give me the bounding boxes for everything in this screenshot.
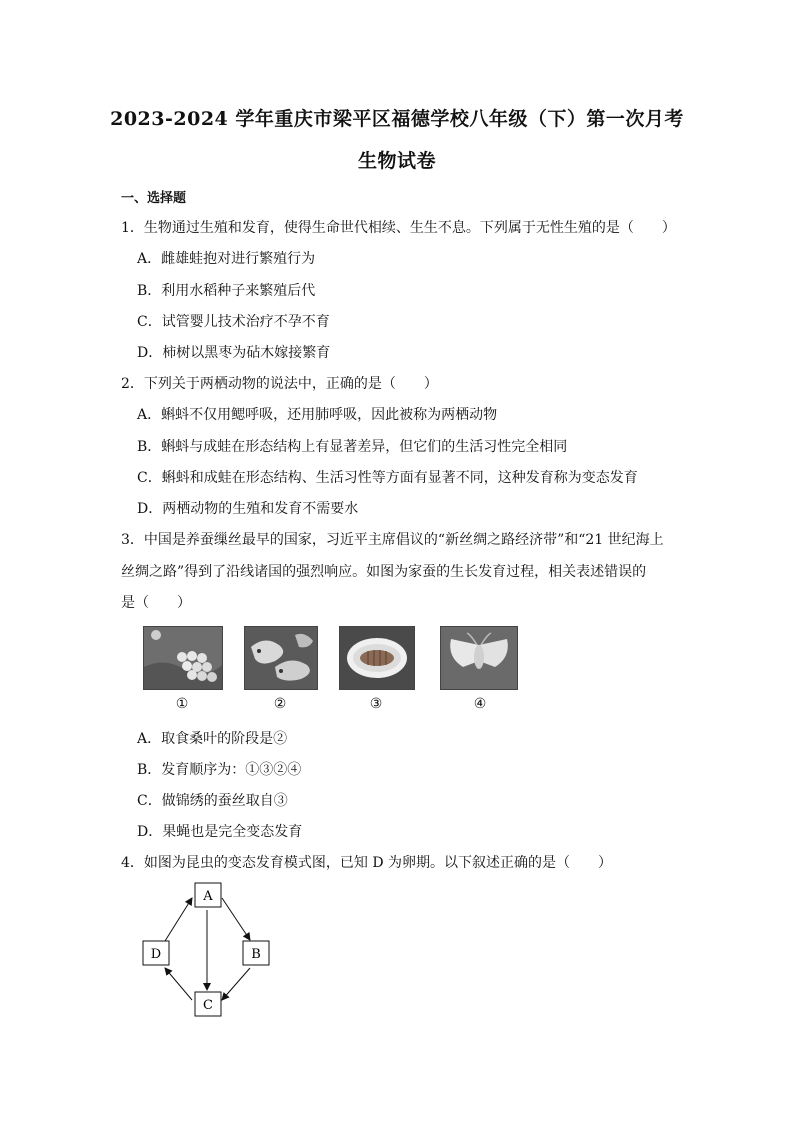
node-a xyxy=(195,883,221,907)
node-c-label: C xyxy=(203,998,213,1013)
question-2-option-b[interactable]: B．蝌蚪与成蛙在形态结构上有显著差异，但它们的生活习性完全相同 xyxy=(137,439,568,455)
question-1-stem: 1．生物通过生殖和发育，使得生命世代相续、生生不息。下列属于无性生殖的是（ ） xyxy=(121,220,676,236)
question-1-option-a[interactable]: A．雌雄蛙抱对进行繁殖行为 xyxy=(137,251,316,267)
silkworm-larva-photo xyxy=(244,626,318,690)
stage-label-4: ④ xyxy=(473,696,487,712)
question-3-option-d[interactable]: D．果蝇也是完全变态发育 xyxy=(137,824,303,840)
section-heading: 一、选择题 xyxy=(121,191,187,206)
question-3-option-a[interactable]: A．取食桑叶的阶段是② xyxy=(137,731,288,747)
node-a-label: A xyxy=(203,889,213,904)
question-4-stem: 4．如图为昆虫的变态发育模式图，已知 D 为卵期。以下叙述正确的是（ ） xyxy=(121,855,613,871)
exam-title: 2023-2024 学年重庆市梁平区福德学校八年级（下）第一次月考 xyxy=(110,108,684,130)
question-2-option-c[interactable]: C．蝌蚪和成蛙在形态结构、生活习性等方面有显著不同，这种发育称为变态发育 xyxy=(137,470,638,486)
arrow-b-to-c xyxy=(222,968,250,1000)
question-1-option-b[interactable]: B．利用水稻种子来繁殖后代 xyxy=(137,283,316,299)
question-3-option-c[interactable]: C．做锦绣的蚕丝取自③ xyxy=(137,793,288,809)
question-3-option-b[interactable]: B．发育顺序为：①③②④ xyxy=(137,762,302,778)
silkworm-moth-photo xyxy=(440,626,518,690)
arrow-a-to-b xyxy=(222,898,250,940)
exam-subtitle: 生物试卷 xyxy=(357,150,436,172)
node-c xyxy=(195,992,221,1016)
silkworm-eggs-photo xyxy=(143,626,223,690)
node-d xyxy=(143,941,169,965)
question-2-stem: 2．下列关于两栖动物的说法中，正确的是（ ） xyxy=(121,376,438,392)
arrow-c-to-d xyxy=(165,968,192,1000)
stage-label-1: ① xyxy=(175,696,189,712)
node-b-label: B xyxy=(251,947,261,962)
question-3-stem-line-1: 3．中国是养蚕缫丝最早的国家，习近平主席倡议的“新丝绸之路经济带”和“21 世纪海上 xyxy=(121,532,664,548)
node-d-label: D xyxy=(150,947,162,962)
question-2-option-a[interactable]: A．蝌蚪不仅用鳃呼吸，还用肺呼吸，因此被称为两栖动物 xyxy=(137,407,498,423)
question-2-option-d[interactable]: D．两栖动物的生殖和发育不需要水 xyxy=(137,501,359,517)
arrow-d-to-a xyxy=(165,898,192,941)
node-b xyxy=(243,941,269,965)
stage-label-2: ② xyxy=(273,696,287,712)
question-3-stem-line-2: 丝绸之路”得到了沿线诸国的强烈响应。如图为家蚕的生长发育过程，相关表述错误的 xyxy=(121,564,647,580)
question-3-stem-line-3: 是（ ） xyxy=(121,595,191,611)
stage-label-3: ③ xyxy=(369,696,383,712)
question-1-option-c[interactable]: C．试管婴儿技术治疗不孕不育 xyxy=(137,314,330,330)
silkworm-pupa-in-cocoon-photo xyxy=(339,626,415,690)
question-1-option-d[interactable]: D．柿树以黑枣为砧木嫁接繁育 xyxy=(137,345,331,361)
metamorphosis-cycle-diagram xyxy=(130,878,290,1023)
